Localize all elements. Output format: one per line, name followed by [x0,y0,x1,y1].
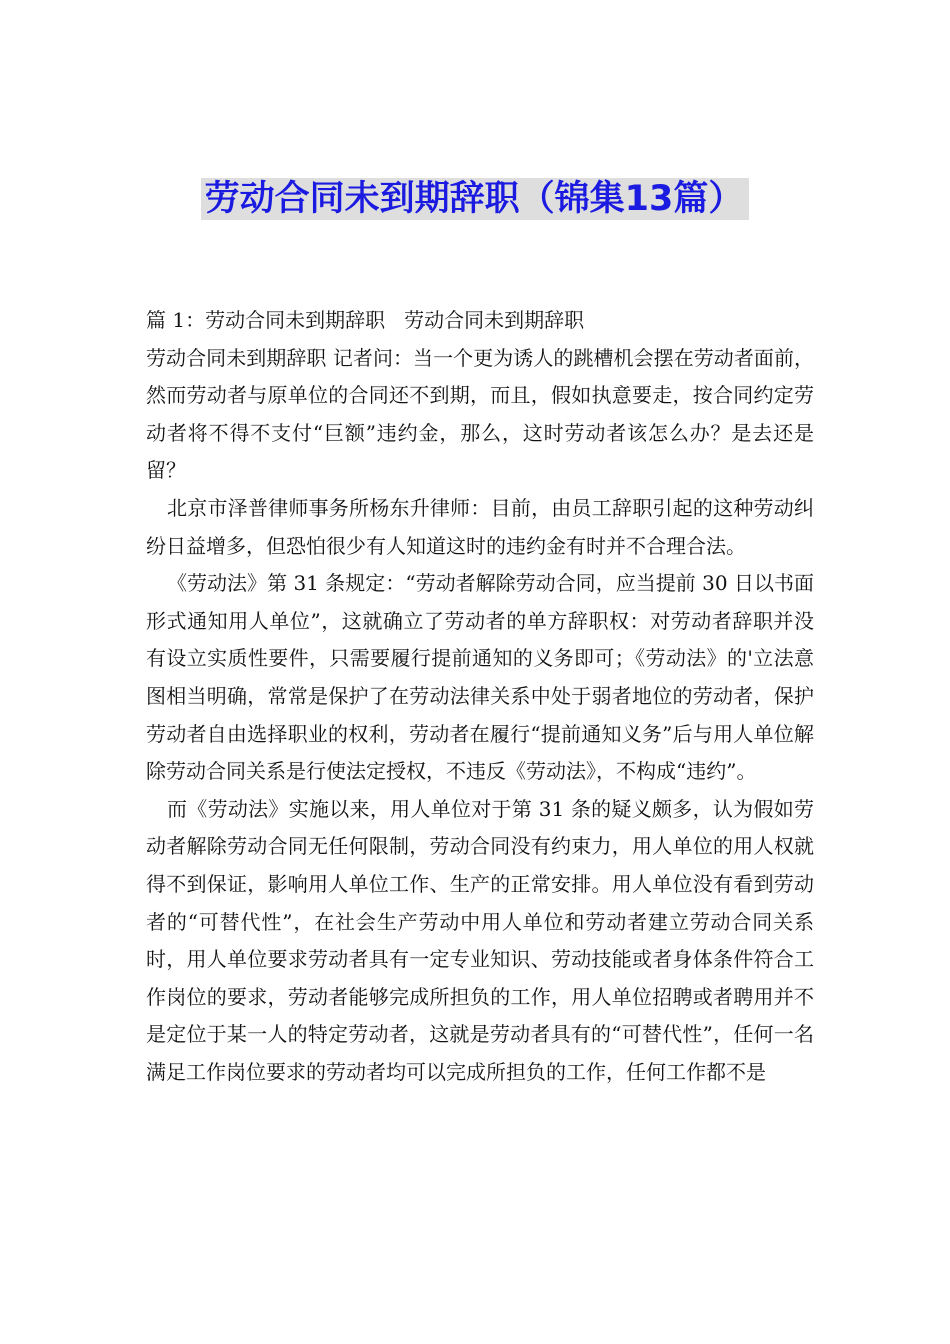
paragraph-article-31: 《劳动法》第 31 条规定：“劳动者解除劳动合同，应当提前 30 日以书面形式通知用人单位”，这就确立了劳动者的单方辞职权：对劳动者辞职并没有设立实质性要件，只需要履行提前通知的义务即可；《劳动法》的'立法意图相当明确，常常是保护了在劳动法律关系中处于弱者地位的劳动者，保护劳动者自由选择职业的权利，劳动者在履行“提前通知义务”后与用人单位解除劳动合同关系是行使法定授权，不违反《劳动法》，不构成“违约”。 [146,571,814,784]
document-body [146,302,814,1091]
paragraph-lawyer-answer: 北京市泽普律师事务所杨东升律师：目前，由员工辞职引起的这种劳动纠纷日益增多，但恐怕很少有人知道这时的违约金有时并不合理合法。 [146,495,814,558]
paragraph-question: 劳动合同未到期辞职 记者问：当一个更为诱人的跳槽机会摆在劳动者面前，然而劳动者与原单位的合同还不到期，而且，假如执意要走，按合同约定劳动者将不得不支付“巨额”违约金，那么，这时劳动者该怎么办？是去还是留？ [146,345,814,483]
section-heading: 篇 1：劳动合同未到期辞职 劳动合同未到期辞职 [146,308,585,332]
paragraph-employer-view: 而《劳动法》实施以来，用人单位对于第 31 条的疑义颇多，认为假如劳动者解除劳动合同无任何限制，劳动合同没有约束力，用人单位的用人权就得不到保证，影响用人单位工作、生产的正常安排。用人单位没有看到劳动者的“可替代性”，在社会生产劳动中用人单位和劳动者建立劳动合同关系时，用人单位要求劳动者具有一定专业知识、劳动技能或者身体条件符合工作岗位的要求，劳动者能够完成所担负的工作，用人单位招聘或者聘用并不是定位于某一人的特定劳动者，这就是劳动者具有的“可替代性”，任何一名满足工作岗位要求的劳动者均可以完成所担负的工作，任何工作都不是 [146,796,814,1084]
document-title: 劳动合同未到期辞职（锦集13篇） [201,178,750,220]
title-container [0,178,950,220]
